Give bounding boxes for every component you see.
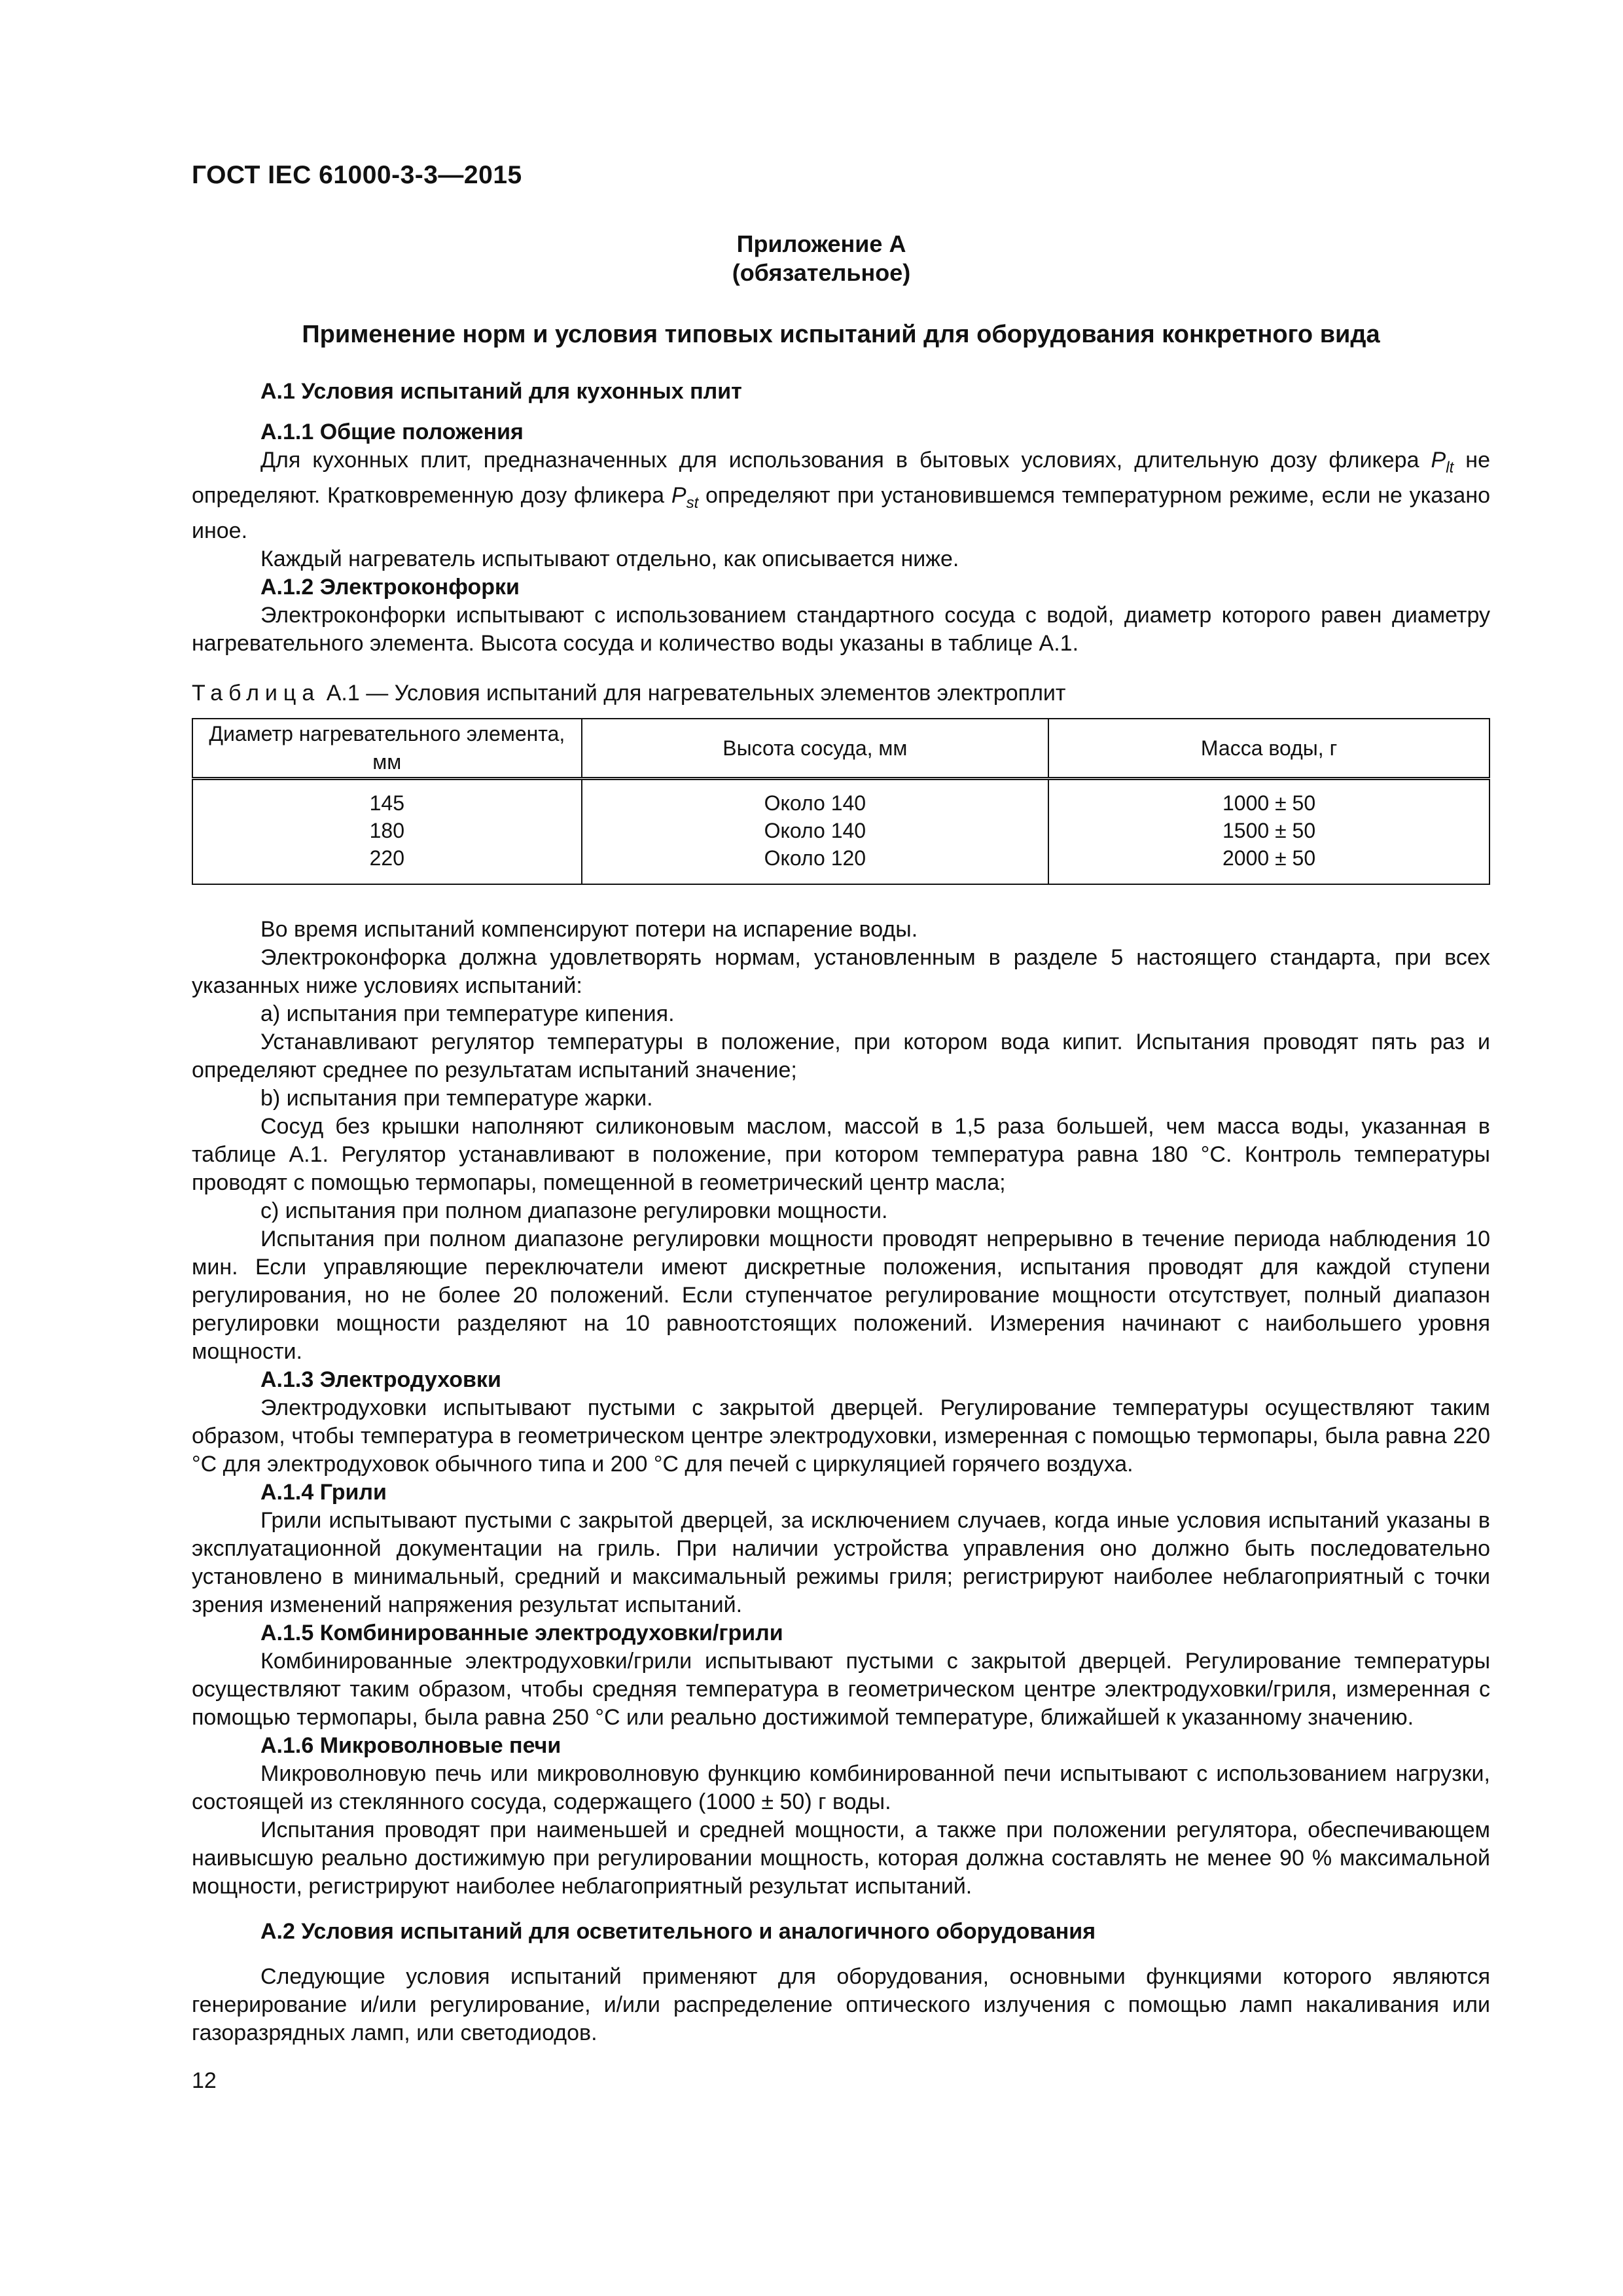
section-a13-title: А.1.3 Электродуховки [260, 1367, 501, 1392]
flicker-symbol-pst: P [671, 483, 687, 508]
test-conditions-table [192, 718, 1490, 885]
section-a12-title: А.1.2 Электроконфорки [260, 575, 520, 600]
section-a15-title: А.1.5 Комбинированные электродуховки/грили [260, 1621, 783, 1645]
annex-status: (обязательное) [732, 259, 911, 286]
flicker-symbol-plt: P [1431, 448, 1446, 473]
section-a16-paragraph-2: Испытания проводят при наименьшей и средней мощности, а также при положении регулятора, обеспечивающем наивысшую реально достижимую при регулировании мощность, которая должна составлять не менее 90 % максимальной мощности, регистрируют наиболее неблагоприятный результат испытаний. [192, 1818, 1490, 1899]
list-item-b: b) испытания при температуре жарки. [260, 1086, 653, 1111]
document-code: ГОСТ IEC 61000-3-3—2015 [192, 161, 522, 189]
table-caption-word: Таблица [192, 681, 321, 706]
paragraph-evaporation: Во время испытаний компенсируют потери на испарение воды. [260, 917, 918, 942]
table-header-height: Высота сосуда, мм [582, 719, 1049, 779]
paragraph-text: определяют при установившемся температурном режиме, если не указано иное. [192, 483, 1491, 543]
annex-heading: Применение норм и условия типовых испытаний для оборудования конкретного вида [302, 321, 1380, 348]
cell-value: Около 140 [764, 819, 866, 842]
table-header-diameter: Диаметр нагревательного элемента, мм [192, 719, 582, 779]
flicker-subscript-lt: lt [1446, 459, 1454, 476]
section-a15-paragraph: Комбинированные электродуховки/грили испытывают пустыми с закрытой дверцей. Регулирование температуры осуществляют таким образом, чтобы средняя температура в геометрическом центре электродуховки/гриля, измеренная с помощью термопары, была равна 250 °С или реально достижимой температуре, ближайшей к указанному значению. [192, 1649, 1490, 1730]
list-item-c: c) испытания при полном диапазоне регулировки мощности. [260, 1198, 888, 1223]
paragraph-boiling: Устанавливают регулятор температуры в положение, при котором вода кипит. Испытания проводят пять раз и определяют среднее по результатам испытаний значение; [192, 1030, 1490, 1083]
table-cell-height [582, 779, 1049, 885]
document-body [192, 378, 1490, 2047]
section-a11-paragraph-2: Каждый нагреватель испытывают отдельно, как описывается ниже. [260, 547, 959, 571]
cell-value: 1500 ± 50 [1222, 819, 1316, 842]
section-a13-paragraph: Электродуховки испытывают пустыми с закрытой дверцей. Регулирование температуры осуществляют таким образом, чтобы температура в геометрическом центре электродуховки, измеренная с помощью термопары, была равна 220 °С для электродуховок обычного типа и 200 °С для печей с циркуляцией горячего воздуха. [192, 1395, 1490, 1477]
section-a11-paragraph [192, 446, 1490, 545]
cell-value: Около 140 [764, 791, 866, 815]
cell-value: Около 120 [764, 846, 866, 870]
table-cell-mass [1048, 779, 1489, 885]
table-caption-text: А.1 — Условия испытаний для нагревательных элементов электроплит [320, 681, 1066, 706]
section-a1-title: А.1 Условия испытаний для кухонных плит [260, 379, 742, 404]
section-a14-title: А.1.4 Грили [260, 1480, 387, 1505]
table-header-mass: Масса воды, г [1048, 719, 1489, 779]
table-caption [192, 679, 1490, 708]
section-a2-paragraph: Следующие условия испытаний применяют для оборудования, основными функциями которого являются генерирование и/или регулирование, и/или распределение оптического излучения с помощью ламп накаливания или газоразрядных ламп, или светодиодов. [192, 1964, 1490, 2045]
section-a2-title: А.2 Условия испытаний для осветительного и аналогичного оборудования [260, 1919, 1096, 1944]
cell-value: 180 [369, 819, 404, 842]
paragraph-text: не определяют. Кратковременную дозу фликера [192, 448, 1490, 508]
cell-value: 220 [369, 846, 404, 870]
flicker-subscript-st: st [686, 494, 699, 512]
cell-value: 145 [369, 791, 404, 815]
list-item-a: a) испытания при температуре кипения. [260, 1001, 675, 1026]
annex-title: Приложение А [736, 230, 906, 257]
paragraph-frying: Сосуд без крышки наполняют силиконовым маслом, массой в 1,5 раза большей, чем масса воды, указанная в таблице А.1. Регулятор устанавливают в положение, при котором температура равна 180 °С. Контроль температуры проводят с помощью термопары, помещенной в геометрический центр масла; [192, 1114, 1490, 1195]
table-header-row [192, 719, 1489, 779]
cell-value: 2000 ± 50 [1222, 846, 1316, 870]
section-a11-title: А.1.1 Общие положения [260, 420, 524, 444]
paragraph-requirements: Электроконфорка должна удовлетворять нормам, установленным в разделе 5 настоящего стандарта, при всех указанных ниже условиях испытаний: [192, 945, 1490, 998]
cell-value: 1000 ± 50 [1222, 791, 1316, 815]
paragraph-power-range: Испытания при полном диапазоне регулировки мощности проводят непрерывно в течение периода наблюдения 10 мин. Если управляющие переключатели имеют дискретные положения, испытания проводят для каждой ступени регулирования, но не более 20 положений. Если ступенчатое регулирование мощности отсутствует, полный диапазон регулировки мощности разделяют на 10 равноотстоящих положений. Измерения начинают с наибольшего уровня мощности. [192, 1227, 1490, 1364]
section-a16-title: А.1.6 Микроволновые печи [260, 1733, 562, 1758]
section-a12-paragraph: Электроконфорки испытывают с использованием стандартного сосуда с водой, диаметр которого равен диаметру нагревательного элемента. Высота сосуда и количество воды указаны в таблице А.1. [192, 603, 1490, 656]
table-cell-diameter [192, 779, 582, 885]
paragraph-text: Для кухонных плит, предназначенных для использования в бытовых условиях, длительную дозу фликера [260, 448, 1431, 473]
table-row [192, 779, 1489, 885]
section-a14-paragraph: Грили испытывают пустыми с закрытой дверцей, за исключением случаев, когда иные условия испытаний указаны в эксплуатационной документации на гриль. При наличии устройства управления оно должно быть последовательно установлено в минимальный, средний и максимальный режимы гриля; регистрируют наиболее неблагоприятный с точки зрения изменений напряжения результат испытаний. [192, 1508, 1490, 1617]
page-number: 12 [192, 2068, 217, 2093]
section-a16-paragraph: Микроволновую печь или микроволновую функцию комбинированной печи испытывают с использованием нагрузки, состоящей из стеклянного сосуда, содержащего (1000 ± 50) г воды. [192, 1761, 1490, 1814]
